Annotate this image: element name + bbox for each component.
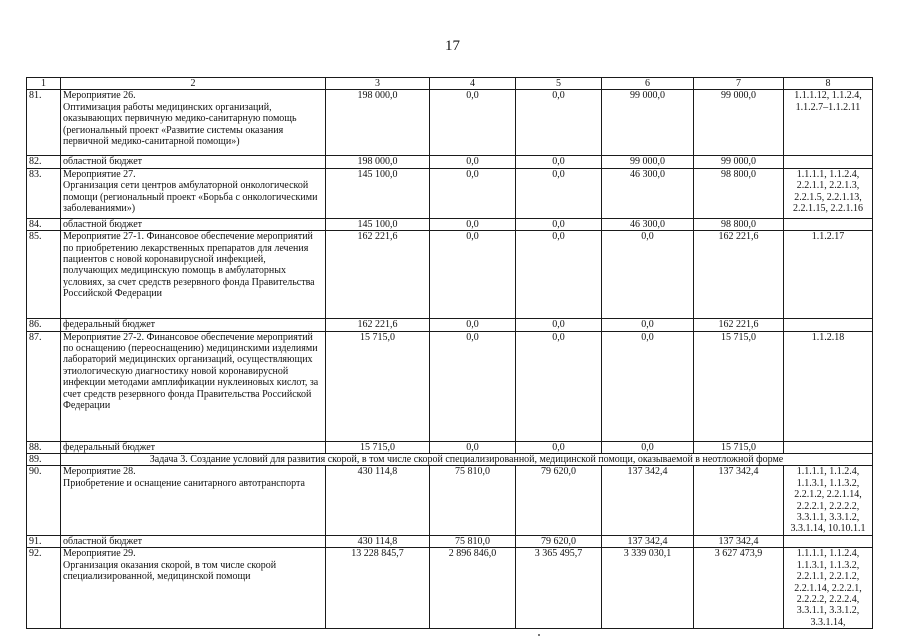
cell-indicators: 1.1.2.18 bbox=[784, 331, 873, 441]
table-row bbox=[27, 168, 873, 218]
cell-year-3: 46 300,0 bbox=[602, 218, 694, 230]
row-number: 82. bbox=[27, 156, 61, 168]
table-row bbox=[27, 90, 873, 156]
cell-indicators bbox=[784, 441, 873, 453]
cell-year-1: 0,0 bbox=[430, 168, 516, 218]
table-row bbox=[27, 231, 873, 319]
cell-total: 198 000,0 bbox=[326, 156, 430, 168]
cell-indicators bbox=[784, 218, 873, 230]
row-description: федеральный бюджет bbox=[61, 441, 326, 453]
cell-year-3: 0,0 bbox=[602, 231, 694, 319]
row-number: 86. bbox=[27, 319, 61, 331]
row-number: 81. bbox=[27, 90, 61, 156]
cell-year-2: 0,0 bbox=[516, 90, 602, 156]
row-number: 87. bbox=[27, 331, 61, 441]
cell-year-2: 3 365 495,7 bbox=[516, 548, 602, 629]
cell-year-2: 79 620,0 bbox=[516, 535, 602, 547]
table-row bbox=[27, 548, 873, 629]
cell-year-2: 0,0 bbox=[516, 441, 602, 453]
row-number: 84. bbox=[27, 218, 61, 230]
row-number: 88. bbox=[27, 441, 61, 453]
cell-indicators: 1.1.1.1, 1.1.2.4, 2.2.1.1, 2.2.1.3, 2.2.1.5, 2.2.1.13, 2.2.1.15, 2.2.1.16 bbox=[784, 168, 873, 218]
scan-speck bbox=[538, 634, 540, 636]
row-description: Мероприятие 27-1. Финансовое обеспечение мероприятий по приобретению лекарственных препаратов для лечения пациентов с новой коронавирусной инфекцией, получающих медицинскую помощь в амбулаторных условиях, за счет средств резервного фонда Правительства Российской Федерации bbox=[61, 231, 326, 319]
cell-year-1: 0,0 bbox=[430, 231, 516, 319]
cell-year-2: 0,0 bbox=[516, 168, 602, 218]
table-row bbox=[27, 319, 873, 331]
header-cell-8: 8 bbox=[784, 78, 873, 90]
table-row bbox=[27, 218, 873, 230]
cell-total: 162 221,6 bbox=[326, 319, 430, 331]
cell-total: 430 114,8 bbox=[326, 535, 430, 547]
row-description: Мероприятие 29. Организация оказания скорой, в том числе скорой специализированной, медицинской помощи bbox=[61, 548, 326, 629]
cell-year-1: 0,0 bbox=[430, 319, 516, 331]
cell-year-2: 79 620,0 bbox=[516, 466, 602, 535]
cell-year-3: 0,0 bbox=[602, 331, 694, 441]
cell-year-1: 0,0 bbox=[430, 218, 516, 230]
cell-year-4: 98 800,0 bbox=[694, 218, 784, 230]
cell-year-4: 162 221,6 bbox=[694, 231, 784, 319]
task-title: Задача 3. Создание условий для развития скорой, в том числе скорой специализированной, медицинской помощи, оказываемой в неотложной форме bbox=[61, 454, 873, 466]
header-cell-3: 3 bbox=[326, 78, 430, 90]
cell-year-4: 137 342,4 bbox=[694, 466, 784, 535]
cell-year-1: 75 810,0 bbox=[430, 466, 516, 535]
cell-year-2: 0,0 bbox=[516, 319, 602, 331]
cell-total: 145 100,0 bbox=[326, 218, 430, 230]
cell-total: 15 715,0 bbox=[326, 331, 430, 441]
table-row bbox=[27, 466, 873, 535]
row-description: федеральный бюджет bbox=[61, 319, 326, 331]
cell-year-3: 137 342,4 bbox=[602, 466, 694, 535]
budget-table bbox=[26, 77, 873, 629]
cell-year-1: 0,0 bbox=[430, 90, 516, 156]
cell-total: 162 221,6 bbox=[326, 231, 430, 319]
table-row bbox=[27, 156, 873, 168]
header-cell-5: 5 bbox=[516, 78, 602, 90]
cell-indicators bbox=[784, 156, 873, 168]
cell-year-4: 3 627 473,9 bbox=[694, 548, 784, 629]
cell-year-3: 3 339 030,1 bbox=[602, 548, 694, 629]
cell-year-2: 0,0 bbox=[516, 218, 602, 230]
cell-year-4: 98 800,0 bbox=[694, 168, 784, 218]
cell-year-3: 99 000,0 bbox=[602, 156, 694, 168]
cell-year-4: 99 000,0 bbox=[694, 156, 784, 168]
row-description: Мероприятие 27. Организация сети центров амбулаторной онкологической помощи (региональный проект «Борьба с онкологическими заболеваниями») bbox=[61, 168, 326, 218]
row-number: 91. bbox=[27, 535, 61, 547]
cell-year-3: 0,0 bbox=[602, 441, 694, 453]
row-description: областной бюджет bbox=[61, 218, 326, 230]
header-cell-6: 6 bbox=[602, 78, 694, 90]
cell-year-3: 0,0 bbox=[602, 319, 694, 331]
header-row bbox=[27, 78, 873, 90]
cell-year-1: 0,0 bbox=[430, 156, 516, 168]
cell-year-4: 137 342,4 bbox=[694, 535, 784, 547]
cell-year-4: 15 715,0 bbox=[694, 331, 784, 441]
header-cell-2: 2 bbox=[61, 78, 326, 90]
cell-total: 145 100,0 bbox=[326, 168, 430, 218]
cell-year-3: 99 000,0 bbox=[602, 90, 694, 156]
cell-indicators: 1.1.1.1, 1.1.2.4, 1.1.3.1, 1.1.3.2, 2.2.1.1, 2.2.1.2, 2.2.1.14, 2.2.2.1, 2.2.2.2, 2.2.2.4, 3.3.1.1, 3.3.1.2, 3.3.1.14, bbox=[784, 548, 873, 629]
cell-indicators: 1.1.1.12, 1.1.2.4, 1.1.2.7–1.1.2.11 bbox=[784, 90, 873, 156]
row-number: 90. bbox=[27, 466, 61, 535]
cell-year-2: 0,0 bbox=[516, 231, 602, 319]
cell-year-1: 75 810,0 bbox=[430, 535, 516, 547]
cell-indicators: 1.1.1.1, 1.1.2.4, 1.1.3.1, 1.1.3.2, 2.2.1.2, 2.2.1.14, 2.2.2.1, 2.2.2.2, 3.3.1.1, 3.3.1.2, 3.3.1.14, 10.10.1.1 bbox=[784, 466, 873, 535]
header-cell-4: 4 bbox=[430, 78, 516, 90]
row-description: областной бюджет bbox=[61, 535, 326, 547]
cell-indicators bbox=[784, 319, 873, 331]
row-number: 85. bbox=[27, 231, 61, 319]
cell-total: 430 114,8 bbox=[326, 466, 430, 535]
header-cell-7: 7 bbox=[694, 78, 784, 90]
row-number: 89. bbox=[27, 454, 61, 466]
table-row bbox=[27, 331, 873, 441]
cell-indicators bbox=[784, 535, 873, 547]
row-description: Мероприятие 27-2. Финансовое обеспечение мероприятий по оснащению (переоснащению) медицинскими изделиями лабораторий медицинских организаций, осуществляющих этиологическую диагностику новой коронавирусной инфекции методами амплификации нуклеиновых кислот, за счет средств резервного фонда Правительства Российской Федерации bbox=[61, 331, 326, 441]
cell-total: 15 715,0 bbox=[326, 441, 430, 453]
row-number: 92. bbox=[27, 548, 61, 629]
cell-year-1: 0,0 bbox=[430, 441, 516, 453]
header-cell-1: 1 bbox=[27, 78, 61, 90]
cell-total: 13 228 845,7 bbox=[326, 548, 430, 629]
cell-year-1: 2 896 846,0 bbox=[430, 548, 516, 629]
cell-year-2: 0,0 bbox=[516, 331, 602, 441]
row-description: Мероприятие 28. Приобретение и оснащение санитарного автотранспорта bbox=[61, 466, 326, 535]
cell-year-3: 46 300,0 bbox=[602, 168, 694, 218]
row-number: 83. bbox=[27, 168, 61, 218]
row-description: областной бюджет bbox=[61, 156, 326, 168]
page-number: 17 bbox=[445, 38, 460, 54]
cell-year-2: 0,0 bbox=[516, 156, 602, 168]
row-description: Мероприятие 26. Оптимизация работы медицинских организаций, оказывающих первичную медико-санитарную помощь (региональный проект «Развитие системы оказания первичной медико-санитарной помощи») bbox=[61, 90, 326, 156]
cell-total: 198 000,0 bbox=[326, 90, 430, 156]
table-row bbox=[27, 535, 873, 547]
table-row bbox=[27, 441, 873, 453]
cell-year-1: 0,0 bbox=[430, 331, 516, 441]
cell-year-4: 99 000,0 bbox=[694, 90, 784, 156]
cell-year-3: 137 342,4 bbox=[602, 535, 694, 547]
task-row bbox=[27, 454, 873, 466]
cell-year-4: 162 221,6 bbox=[694, 319, 784, 331]
cell-indicators: 1.1.2.17 bbox=[784, 231, 873, 319]
cell-year-4: 15 715,0 bbox=[694, 441, 784, 453]
